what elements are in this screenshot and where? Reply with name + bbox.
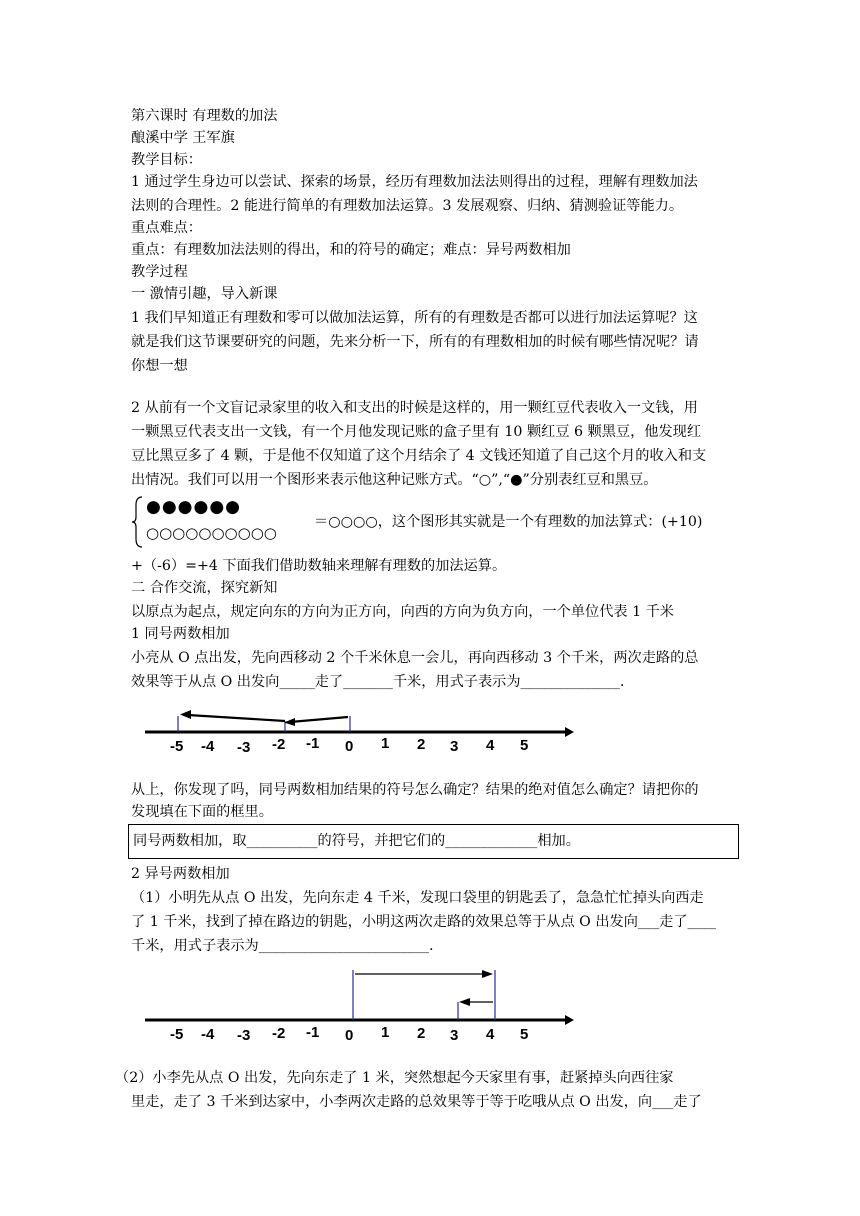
tick-label: 3 bbox=[450, 1027, 459, 1044]
tick-label: 3 bbox=[450, 738, 459, 755]
paragraph-line: +（-6）=+4 下面我们借助数轴来理解有理数的加法运算。 bbox=[131, 558, 507, 574]
paragraph-line: 千米，用式子表示为________________________. bbox=[131, 938, 434, 954]
paragraph-line: 就是我们这节课要研究的问题，先来分析一下，所有的有理数相加的时候有哪些情况呢？请 bbox=[131, 334, 699, 350]
lesson-title: 第六课时 有理数的加法 bbox=[131, 108, 278, 124]
tick-label: 4 bbox=[486, 737, 495, 754]
answer-box[interactable] bbox=[128, 824, 739, 859]
brace-icon bbox=[131, 495, 145, 549]
answer-box-text: 同号两数相加，取__________的符号，并把它们的_____________相加。 bbox=[133, 833, 580, 849]
axis-labels-2 bbox=[170, 1024, 528, 1044]
paragraph-line: （1）小明先从点 O 出发，先向东走 4 千米，发现口袋里的钥匙丢了，急急忙忙掉头向西走 bbox=[131, 890, 704, 906]
paragraph-line: 以原点为起点，规定向东的方向为正方向，向西的方向为负方向，一个单位代表 1 千米 bbox=[131, 604, 674, 620]
tick-label: 5 bbox=[520, 737, 529, 754]
tick-label: -4 bbox=[201, 1026, 215, 1043]
paragraph-line: 重点：有理数加法法则的得出，和的符号的确定；难点：异号两数相加 bbox=[131, 242, 571, 258]
paragraph-line: 了 1 千米，找到了掉在路边的钥匙，小明这两次走路的效果总等于从点 O 出发向___走了____ bbox=[131, 914, 716, 930]
paragraph-line: 1 我们早知道正有理数和零可以做加法运算，所有的有理数是否都可以进行加法运算呢？这 bbox=[131, 310, 698, 326]
tick-label: 1 bbox=[381, 735, 390, 752]
section-heading: 一 激情引趣，导入新课 bbox=[131, 286, 278, 302]
tick-label: 0 bbox=[345, 738, 354, 755]
section-heading: 二 合作交流，探究新知 bbox=[131, 580, 278, 596]
paragraph-line: 你想一想 bbox=[131, 358, 188, 374]
axis-labels-1 bbox=[170, 735, 528, 756]
paragraph-line: （2）小李先从点 O 出发，先向东走了 1 米，突然想起今天家里有事，赶紧掉头向西往家 bbox=[115, 1070, 674, 1086]
section-heading: 1 同号两数相加 bbox=[131, 626, 230, 642]
paragraph-line: 豆比黑豆多了 4 颗，于是他不仅知道了这个月结余了 4 文钱还知道了自己这个月的收入和支 bbox=[131, 448, 707, 464]
tick-label: -5 bbox=[170, 1026, 184, 1043]
black-beans: ●●●●●● bbox=[146, 497, 242, 517]
paragraph-line: 从上，你发现了吗，同号两数相加结果的符号怎么确定？结果的绝对值怎么确定？请把你的 bbox=[131, 782, 699, 798]
tick-label: 5 bbox=[520, 1026, 529, 1043]
tick-label: -5 bbox=[170, 738, 184, 755]
paragraph-line: 出情况。我们可以用一个图形来表示他这种记账方式。“○”,“●”分别表红豆和黑豆。 bbox=[131, 472, 658, 488]
tick-label: -3 bbox=[237, 739, 251, 756]
number-line-1 bbox=[140, 700, 580, 762]
red-beans: ○○○○○○○○○○ bbox=[146, 524, 277, 542]
tick-label: 2 bbox=[417, 736, 426, 753]
tick-label: -3 bbox=[237, 1027, 251, 1044]
paragraph-line: 效果等于从点 O 出发向_____走了_______千米，用式子表示为______________. bbox=[131, 674, 625, 690]
paragraph-line: 2 从前有一个文盲记录家里的收入和支出的时候是这样的，用一颗红豆代表收入一文钱，用 bbox=[131, 400, 698, 416]
tick-label: -2 bbox=[272, 1025, 286, 1042]
tick-label: -2 bbox=[272, 736, 286, 753]
bean-equation: ＝○○○○，这个图形其实就是一个有理数的加法算式：(+10) bbox=[314, 514, 703, 530]
paragraph-line: 一颗黑豆代表支出一文钱，有一个月他发现记账的盒子里有 10 颗红豆 6 颗黑豆，他发现红 bbox=[131, 424, 702, 440]
paragraph-line: 1 通过学生身边可以尝试、探索的场景，经历有理数加法法则得出的过程，理解有理数加法 bbox=[131, 174, 698, 190]
author-line: 酿溪中学 王军旗 bbox=[131, 130, 235, 146]
tick-label: -1 bbox=[306, 1024, 320, 1041]
tick-label: 2 bbox=[417, 1025, 426, 1042]
section-heading: 重点难点： bbox=[131, 220, 202, 236]
tick-label: -1 bbox=[306, 735, 320, 752]
paragraph-line: 里走，走了 3 千米到达家中，小李两次走路的总效果等于等于吃哦从点 O 出发，向___走了 bbox=[131, 1094, 702, 1110]
section-heading: 教学过程 bbox=[131, 264, 188, 280]
tick-label: 0 bbox=[345, 1027, 354, 1044]
tick-label: -4 bbox=[201, 738, 215, 755]
section-heading: 2 异号两数相加 bbox=[131, 866, 230, 882]
paragraph-line: 小亮从 O 点出发，先向西移动 2 个千米休息一会儿，再向西移动 3 个千米，两次走路的总 bbox=[131, 650, 699, 666]
tick-label: 1 bbox=[381, 1024, 390, 1041]
paragraph-line: 法则的合理性。2 能进行简单的有理数加法运算。3 发展观察、归纳、猜测验证等能力。 bbox=[131, 198, 684, 214]
paragraph-line: 发现填在下面的框里。 bbox=[131, 804, 273, 820]
tick-label: 4 bbox=[486, 1026, 495, 1043]
section-heading: 教学目标： bbox=[131, 152, 202, 168]
number-line-2 bbox=[140, 962, 580, 1054]
